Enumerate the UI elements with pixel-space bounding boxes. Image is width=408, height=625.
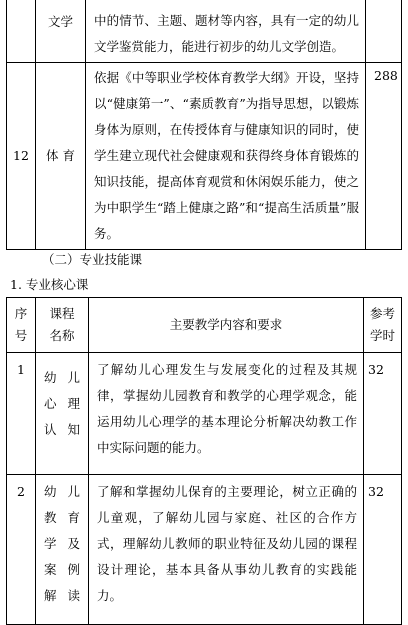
course-content-cell [86, 63, 366, 250]
course-content-cell [89, 353, 364, 475]
course-content: 了解幼儿心理发生与发展变化的过程及其规律，掌握幼儿园教育和教学的心理学观念，能运用幼儿心理学的基本理论分析解决幼教工作中实际问题的能力。 [97, 362, 357, 455]
subsection-title: 1. 专业核心课 [10, 277, 89, 292]
course-name-cell [36, 0, 86, 63]
row-number-cell [7, 353, 36, 475]
hours-value: 32 [368, 484, 384, 499]
course-content: 依据《中等职业学校体育教学大纲》开设，坚持以“健康第一”、“素质教育”为指导思想，以锻炼身体为原则，在传授体育与健康知识的同时，使学生建立现代社会健康观和获得终身体育锻炼的知识技能，提高体育观赏和休闲娱乐能力，使之为中职学生“踏上健康之路”和“提高生活质量”服务。 [94, 70, 359, 241]
course-name-cell [36, 475, 89, 625]
section-title: （二）专业技能课 [42, 252, 143, 267]
header-content: 主要教学内容和要求 [89, 298, 364, 353]
row-number-cell [7, 0, 36, 63]
course-name-cell [36, 353, 89, 475]
row-number: 2 [17, 484, 25, 499]
hours-cell [366, 0, 402, 63]
row-number: 12 [13, 148, 29, 163]
table-row [7, 63, 402, 250]
course-content-cell [86, 0, 366, 63]
course-content: 了解和掌握幼儿保育的主要理论，树立正确的儿童观，了解幼儿园与家庭、社区的合作方式，理解幼儿教师的职业特征及幼儿园的课程设计理论，基本具备从事幼儿教育的实践能力。 [97, 484, 357, 603]
course-name: 幼儿教育学及案例解读 [44, 484, 80, 603]
table-row [7, 0, 402, 63]
course-name-cell [36, 63, 86, 250]
course-content: 中的情节、主题、题材等内容，具有一定的幼儿文学鉴赏能力，能进行初步的幼儿文学创造。 [94, 13, 359, 54]
curriculum-table-core [6, 297, 402, 625]
row-number: 1 [17, 362, 25, 377]
table-row [7, 475, 402, 625]
course-name: 文学 [47, 14, 73, 29]
hours-value: 288 [374, 68, 398, 83]
course-content-cell [89, 475, 364, 625]
hours-cell [364, 353, 402, 475]
header-course: 课程名称 [36, 298, 89, 353]
header-hours: 参考学时 [364, 298, 402, 353]
course-name: 幼儿心理认知 [44, 370, 80, 437]
row-number-cell [7, 63, 36, 250]
row-number-cell [7, 475, 36, 625]
table-row [7, 353, 402, 475]
hours-cell [364, 475, 402, 625]
table-header-row [7, 298, 402, 353]
hours-value: 32 [368, 362, 384, 377]
course-name: 体 育 [46, 148, 75, 163]
header-number: 序号 [7, 298, 36, 353]
curriculum-table-general [6, 0, 402, 250]
hours-cell [366, 63, 402, 250]
